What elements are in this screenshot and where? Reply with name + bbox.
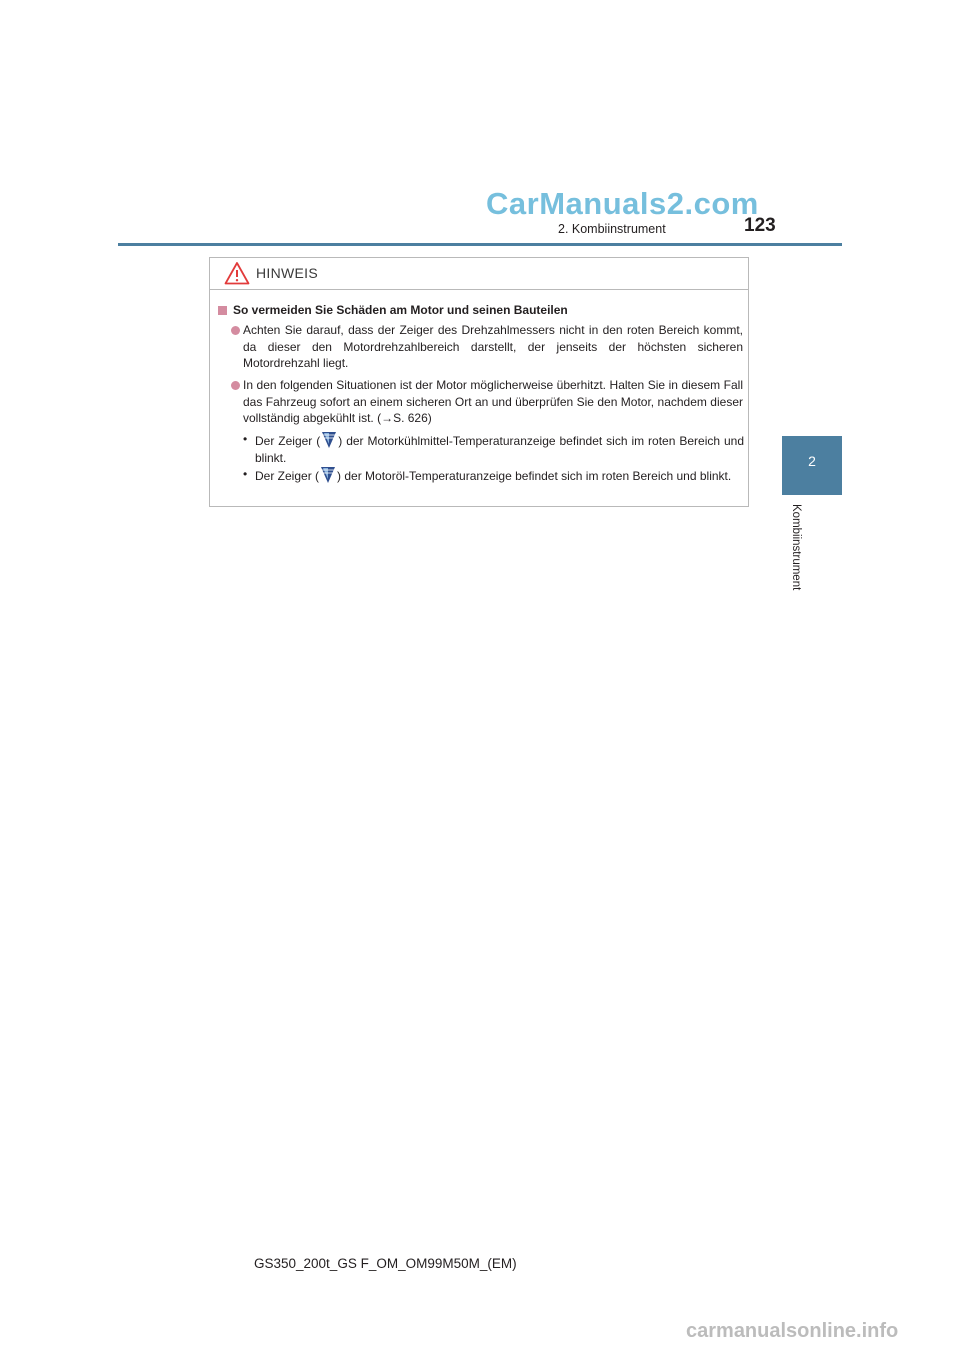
sub-item-text-start: Der Zeiger ( bbox=[255, 434, 321, 448]
list-item bbox=[231, 322, 743, 372]
notice-box bbox=[209, 257, 749, 507]
warning-triangle-icon bbox=[224, 261, 250, 285]
section-heading-text: So vermeiden Sie Schäden am Motor und seinen Bauteilen bbox=[233, 303, 568, 317]
sub-list-item bbox=[240, 431, 744, 466]
watermark-top: CarManuals2.com bbox=[486, 186, 759, 221]
header-rule bbox=[118, 243, 842, 246]
list-item bbox=[231, 377, 743, 427]
page-number: 123 bbox=[744, 215, 776, 236]
round-bullet-icon bbox=[231, 326, 240, 335]
chapter-tab bbox=[782, 436, 842, 495]
list-item-text: Achten Sie darauf, dass der Zeiger des Drehzahlmessers nicht in den roten Bereich kommt, da dieser den Motordrehzahlbereich darstellt, der jenseits der höchsten sicheren Motordrehzahl liegt. bbox=[243, 323, 743, 370]
footer-document-code: GS350_200t_GS F_OM_OM99M50M_(EM) bbox=[254, 1256, 517, 1271]
coolant-gauge-needle-icon bbox=[321, 431, 337, 449]
watermark-bottom: carmanualsonline.info bbox=[686, 1320, 899, 1342]
sub-list-item bbox=[240, 466, 744, 485]
oil-temp-gauge-needle-icon bbox=[320, 466, 336, 484]
notice-title: HINWEIS bbox=[256, 265, 318, 281]
section-heading bbox=[218, 302, 738, 319]
notice-header bbox=[210, 258, 748, 290]
sub-item-text-start: Der Zeiger ( bbox=[255, 469, 320, 483]
round-bullet-icon bbox=[231, 381, 240, 390]
square-bullet-icon bbox=[218, 306, 227, 315]
chapter-number: 2 bbox=[808, 453, 816, 469]
chapter-label: Kombiinstrument bbox=[790, 504, 802, 591]
sub-bullet: • bbox=[243, 467, 248, 481]
sub-list bbox=[240, 431, 744, 485]
sub-bullet: • bbox=[243, 432, 248, 446]
list-item-text: In den folgenden Situationen ist der Motor möglicherweise überhitzt. Halten Sie in diesem Fall das Fahrzeug sofort an einem sicheren Ort an und überprüfen Sie den Motor, nachdem dieser vollständig abgekühlt ist. (→S. 626) bbox=[243, 378, 743, 425]
sub-item-text-end: ) der Motoröl-Temperaturanzeige befindet sich im roten Bereich und blinkt. bbox=[337, 469, 732, 483]
header-section-title: 2. Kombiinstrument bbox=[558, 222, 666, 236]
sub-item-text-end: ) der Motorkühlmittel-Temperaturanzeige befindet sich im roten Bereich und blinkt. bbox=[255, 434, 745, 465]
